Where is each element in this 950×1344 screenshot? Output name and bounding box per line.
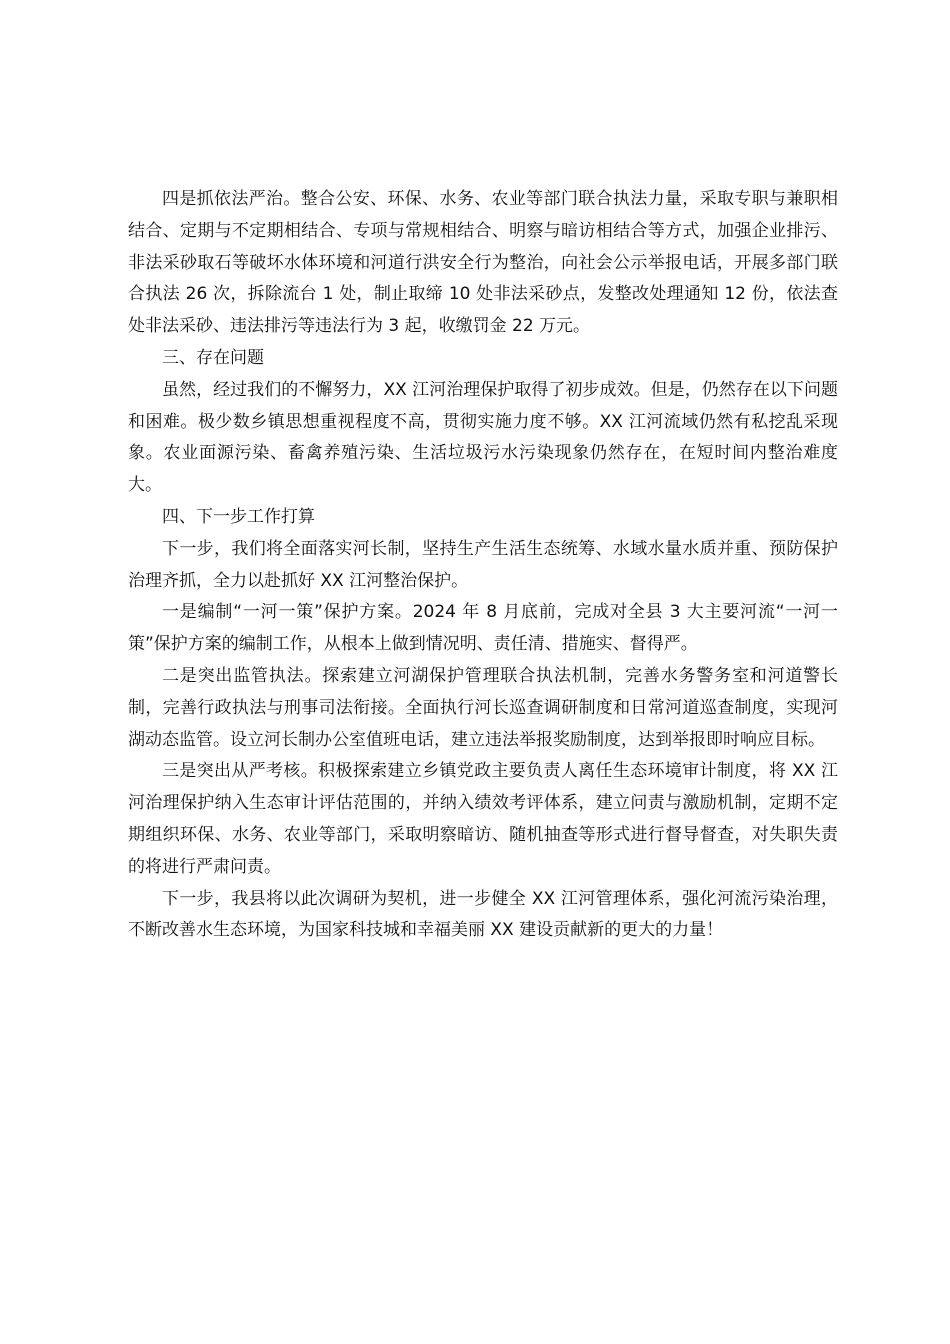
section-heading-next-steps: 四、下一步工作打算 — [162, 506, 315, 527]
document-body — [128, 184, 838, 947]
paragraph-legal-enforcement: 四是抓依法严治。整合公安、环保、水务、农业等部门联合执法力量，采取专职与兼职相结合、定期与不定期相结合、专项与常规相结合、明察与暗访相结合等方式，加强企业排污、非法采砂取石等破坏水体环境和河道行洪安全行为整治，向社会公示举报电话，开展多部门联合执法 26 次，拆除流台 1 处，制止取缔 10 处非法采砂点，发整改处理通知 12 份，依法查处非法采砂、违法排污等违法行为 3 起，收缴罚金 22 万元。 — [128, 189, 838, 337]
paragraph-conclusion: 下一步，我县将以此次调研为契机，进一步健全 XX 江河管理体系，强化河流污染治理，不断改善水生态环境，为国家科技城和幸福美丽 XX 建设贡献新的更大的力量！ — [128, 888, 838, 941]
section-heading-existing-problems: 三、存在问题 — [162, 347, 264, 368]
paragraph-problems: 虽然，经过我们的不懈努力，XX 江河治理保护取得了初步成效。但是，仍然存在以下问题和困难。极少数乡镇思想重视程度不高，贯彻实施力度不够。XX 江河流域仍然有私挖乱采现象。农业面源污染、畜禽养殖污染、生活垃圾污水污染现象仍然存在，在短时间内整治难度大。 — [128, 379, 838, 496]
paragraph-one-river-one-policy: 一是编制“一河一策”保护方案。2024 年 8 月底前，完成对全县 3 大主要河流“一河一策”保护方案的编制工作，从根本上做到情况明、责任清、措施实、督得严。 — [128, 602, 838, 655]
paragraph-strict-assessment: 三是突出从严考核。积极探索建立乡镇党政主要负责人离任生态环境审计制度，将 XX 江河治理保护纳入生态审计评估范围的，并纳入绩效考评体系，建立问责与激励机制，定期不定期组织环保、水务、农业等部门，采取明察暗访、随机抽查等形式进行督导督查，对失职失责的将进行严肃问责。 — [128, 761, 838, 877]
paragraph-next-steps-intro: 下一步，我们将全面落实河长制，坚持生产生活生态统筹、水域水量水质并重、预防保护治理齐抓，全力以赴抓好 XX 江河整治保护。 — [128, 538, 838, 591]
paragraph-supervision-enforcement: 二是突出监管执法。探索建立河湖保护管理联合执法机制，完善水务警务室和河道警长制，完善行政执法与刑事司法衔接。全面执行河长巡查调研制度和日常河道巡查制度，实现河湖动态监管。设立河长制办公室值班电话，建立违法举报奖励制度，达到举报即时响应目标。 — [128, 665, 838, 750]
